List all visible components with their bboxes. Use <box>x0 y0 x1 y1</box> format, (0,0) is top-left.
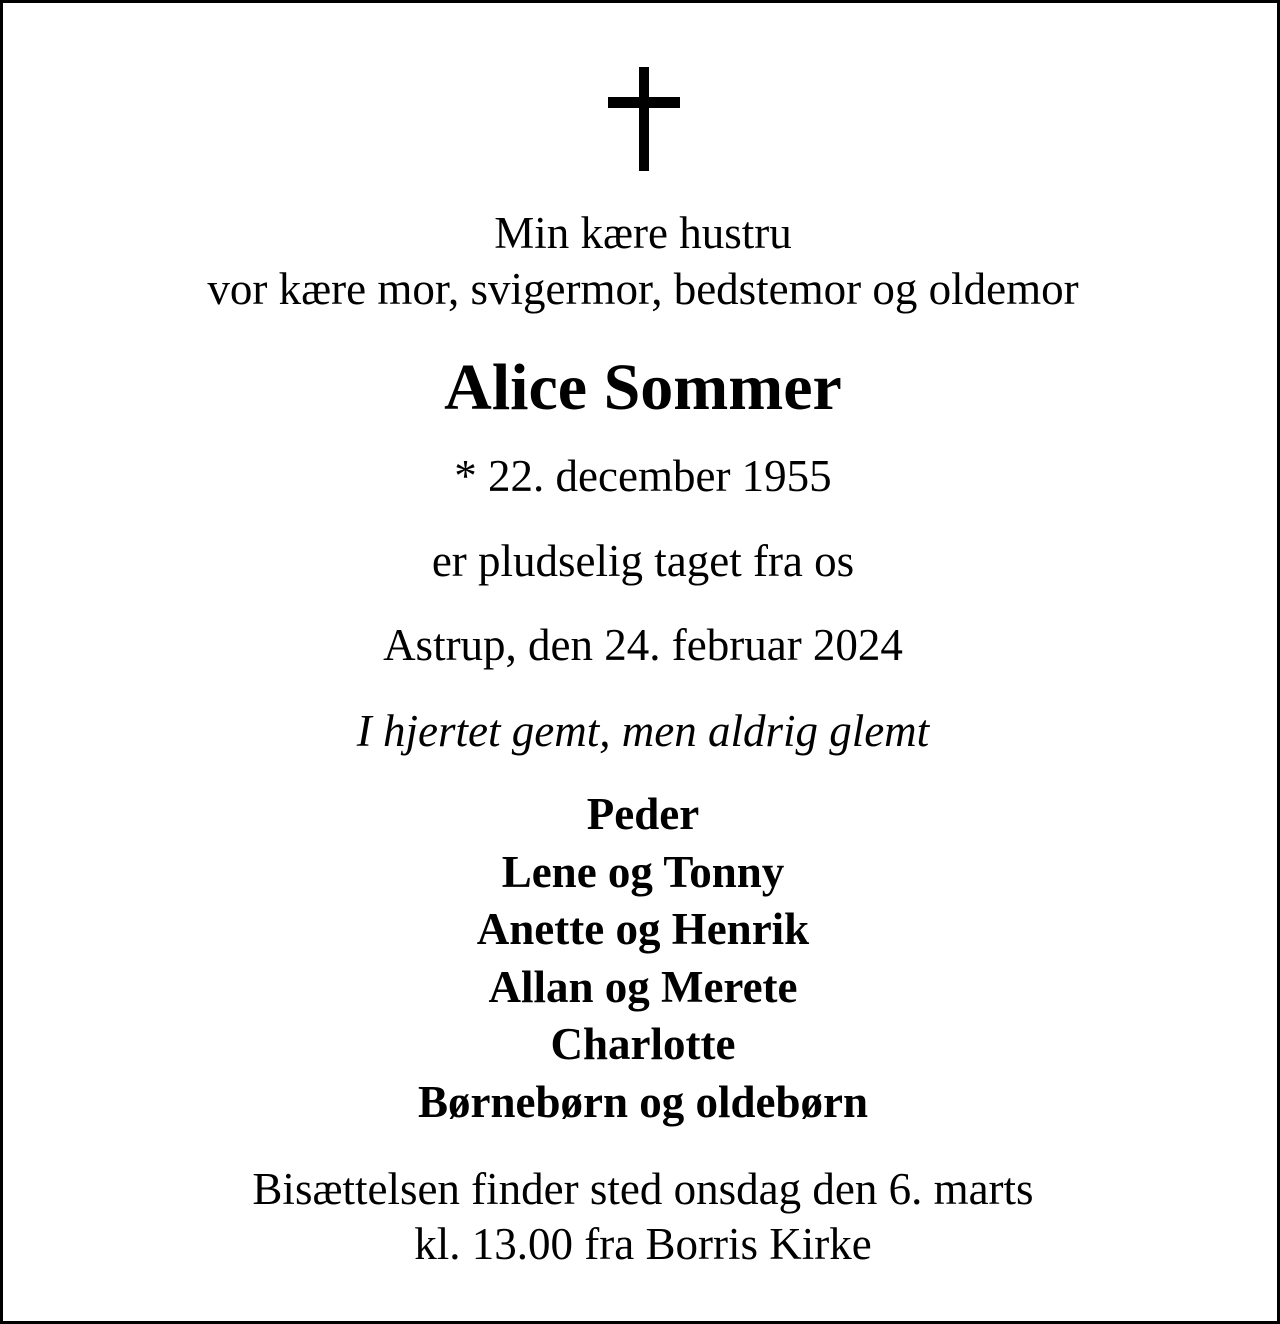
mourner: Børnebørn og oldebørn <box>417 1077 869 1127</box>
mourner: Peder <box>586 789 700 839</box>
deceased-name: Alice Sommer <box>444 351 842 424</box>
passing-text: er pludselig taget fra os <box>431 536 855 586</box>
birth-date: * 22. december 1955 <box>454 451 832 501</box>
intro-line-1: Min kære hustru <box>494 208 792 258</box>
mourner: Allan og Merete <box>488 962 798 1012</box>
mourner: Anette og Henrik <box>476 904 810 954</box>
cross-horizontal-bar <box>608 97 680 108</box>
funeral-info-line-1: Bisættelsen finder sted onsdag den 6. marts <box>252 1164 1034 1214</box>
mourner: Lene og Tonny <box>501 847 785 897</box>
intro-line-2: vor kære mor, svigermor, bedstemor og oldemor <box>207 264 1079 314</box>
mourner: Charlotte <box>550 1019 736 1069</box>
epitaph: I hjertet gemt, men aldrig glemt <box>356 706 930 756</box>
cross-vertical-bar <box>639 67 649 171</box>
cross-icon <box>608 67 680 171</box>
place-and-date: Astrup, den 24. februar 2024 <box>383 620 903 670</box>
funeral-info-line-2: kl. 13.00 fra Borris Kirke <box>414 1219 872 1269</box>
